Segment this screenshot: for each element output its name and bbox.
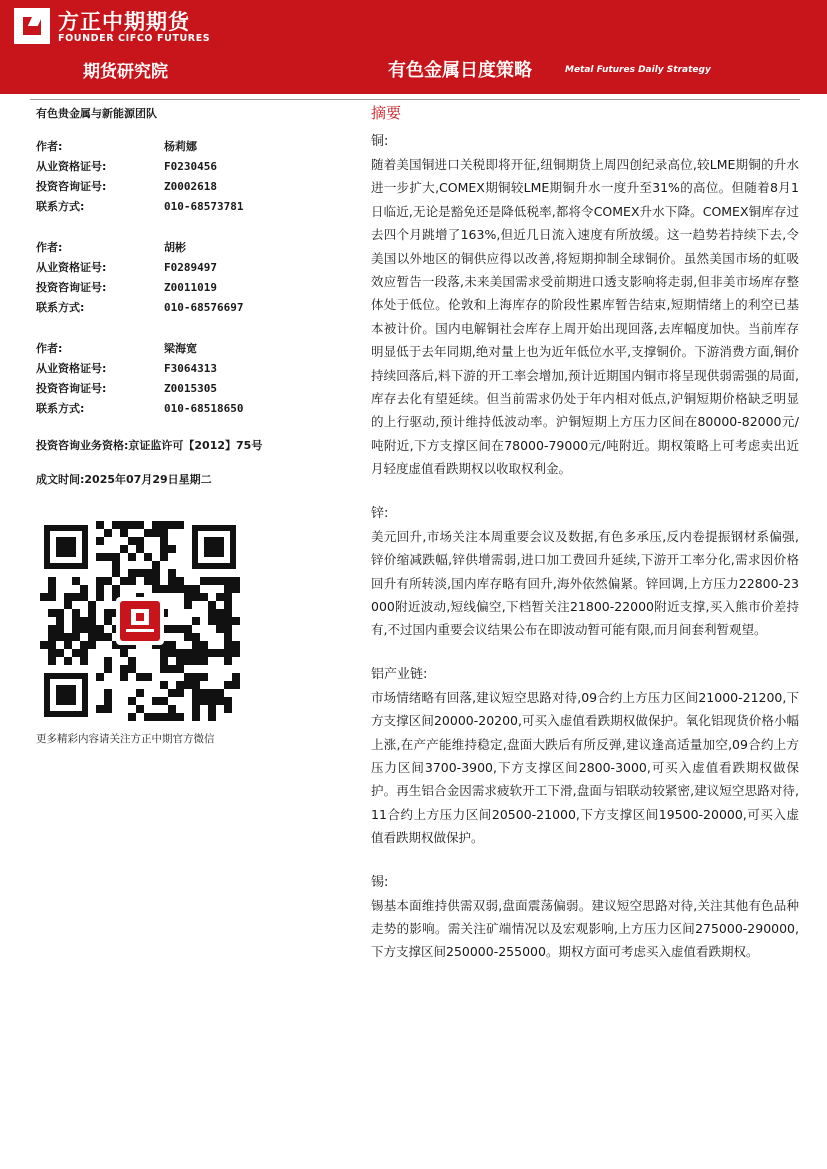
author-list xyxy=(36,137,356,440)
aluminum-section xyxy=(371,664,799,850)
report-title: 有色金属日度策略 xyxy=(388,60,532,81)
consult-label: 投资咨询证号: xyxy=(36,382,107,395)
report-header xyxy=(0,0,827,94)
author-block xyxy=(36,137,356,217)
section-body: 市场情绪略有回落,建议短空思路对待,09合约上方压力区间21000-21200,下方支撑区间20000-20200,可买入虚值看跌期权做保护。氧化铝现货价格小幅上涨,在产产能维持稳定,盘面大跌后有所反弹,建议逢高适量加空,09合约上方压力区间3700-3900,下方支撑区间2800-3000,可买入虚值看跌期权做保护。再生铝合金因需求疲软开工下滑,盘面与铝联动较紧密,建议短空思路对待,11合约上方压力区间20500-21000,下方支撑区间19500-20000,可买入虚值看跌期权做保护。 xyxy=(371,689,799,846)
cert-label: 从业资格证号: xyxy=(36,160,107,173)
section-body: 随着美国铜进口关税即将开征,纽铜期货上周四创纪录高位,较LME期铜的升水进一步扩大,COMEX期铜较LME期铜升水一度升至31%的高位。但随着8月1日临近,无论是豁免还是降低税率,都将令COMEX升水下降。COMEX铜库存过去四个月跳增了163%,但近几日流入速度有所放缓。这一趋势若持续下去,令美国以外地区的铜供应得以改善,将短期抑制全球铜价。虽然美国市场的虹吸效应暂告一段落,未来美国需求受前期进口透支影响将走弱,但非美市场库存整体处于低位。伦敦和上海库存的阶段性累库暂告结束,短期情绪上的利空已基本被计价。国内电解铜社会库存上周开始出现回落,去库幅度加快。当前库存明显低于去年同期,绝对量上也为近年低位水平,支撑铜价。下游消费方面,铜价持续回落后,料下游的开工率会增加,预计近期国内铜市将呈现供弱需强的局面,库存去化有望延续。但当前需求仍处于年内相对低点,沪铜短期价格缺乏明显的上行驱动,预计维持低波动率。沪铜短期上方压力区间在80000-82000元/吨附近,下方支撑区间在78000-79000元/吨附近。期权策略上可考虑卖出近月轻度虚值看跌期权以收取权利金。 xyxy=(371,157,799,477)
contact-label: 联系方式: xyxy=(36,200,85,213)
header-divider xyxy=(30,99,800,100)
contact-label: 联系方式: xyxy=(36,301,85,314)
tin-section xyxy=(371,872,799,964)
contact-label: 联系方式: xyxy=(36,402,85,415)
section-body: 锡基本面维持供需双弱,盘面震荡偏弱。建议短空思路对待,关注其他有色品种走势的影响。需关注矿端情况以及宏观影响,上方压力区间275000-290000,下方支撑区间250000-255000。期权方面可考虑买入虚值看跌期权。 xyxy=(371,897,799,960)
author-block xyxy=(36,339,356,419)
section-title: 锡: xyxy=(371,874,389,890)
section-title: 铜: xyxy=(371,134,389,149)
consult-label: 投资咨询证号: xyxy=(36,281,107,294)
author-block xyxy=(36,238,356,318)
contact-phone: 010-68576697 xyxy=(164,301,244,314)
section-body: 美元回升,市场关注本周重要会议及数据,有色多承压,反内卷提振钢材系偏强,锌价缩减跌幅,锌供增需弱,进口加工费回升延续,下游开工率分化,需求因价格回升有所转淡,国内库存略有回升,海外依然偏紧。锌回调,上方压力22800-23000附近波动,短线偏空,下档暂关注21800-22000附近支撑,买入熊市价差持有,不过国内重要会议结果公布在即波动暂可能有限,而月间套利暂观望。 xyxy=(371,528,799,638)
contact-phone: 010-68573781 xyxy=(164,200,244,213)
consult-number: Z0011019 xyxy=(164,281,217,294)
wechat-qr-code-icon xyxy=(40,521,240,721)
author-name: 梁海宽 xyxy=(164,342,197,355)
author-name: 胡彬 xyxy=(164,241,186,254)
cert-number: F0230456 xyxy=(164,160,217,173)
qualification-line: 投资咨询业务资格:京证监许可【2012】75号 xyxy=(36,439,263,452)
report-title-english: Metal Futures Daily Strategy xyxy=(565,65,711,75)
author-label: 作者: xyxy=(36,140,63,153)
section-title: 铝产业链: xyxy=(371,666,428,682)
cert-label: 从业资格证号: xyxy=(36,362,107,375)
publish-date: 成文时间:2025年07月29日星期二 xyxy=(36,473,212,486)
zinc-section xyxy=(371,503,799,642)
section-title: 锌: xyxy=(371,505,389,521)
team-name: 有色贵金属与新能源团队 xyxy=(36,107,157,120)
cert-label: 从业资格证号: xyxy=(36,261,107,274)
author-label: 作者: xyxy=(36,241,63,254)
founder-logo-icon xyxy=(14,8,50,44)
logo-english-name: FOUNDER CIFCO FUTURES xyxy=(58,33,211,44)
department-name: 期货研究院 xyxy=(83,62,168,82)
cert-number: F3064313 xyxy=(164,362,217,375)
author-name: 杨莉娜 xyxy=(164,140,197,153)
cert-number: F0289497 xyxy=(164,261,217,274)
summary-column xyxy=(371,102,799,986)
copper-section xyxy=(371,131,799,481)
qr-caption: 更多精彩内容请关注方正中期官方微信 xyxy=(36,733,215,745)
consult-number: Z0002618 xyxy=(164,180,217,193)
consult-number: Z0015305 xyxy=(164,382,217,395)
consult-label: 投资咨询证号: xyxy=(36,180,107,193)
summary-title: 摘要 xyxy=(371,104,402,122)
logo-chinese-name: 方正中期期货 xyxy=(58,10,190,34)
author-label: 作者: xyxy=(36,342,63,355)
contact-phone: 010-68518650 xyxy=(164,402,244,415)
